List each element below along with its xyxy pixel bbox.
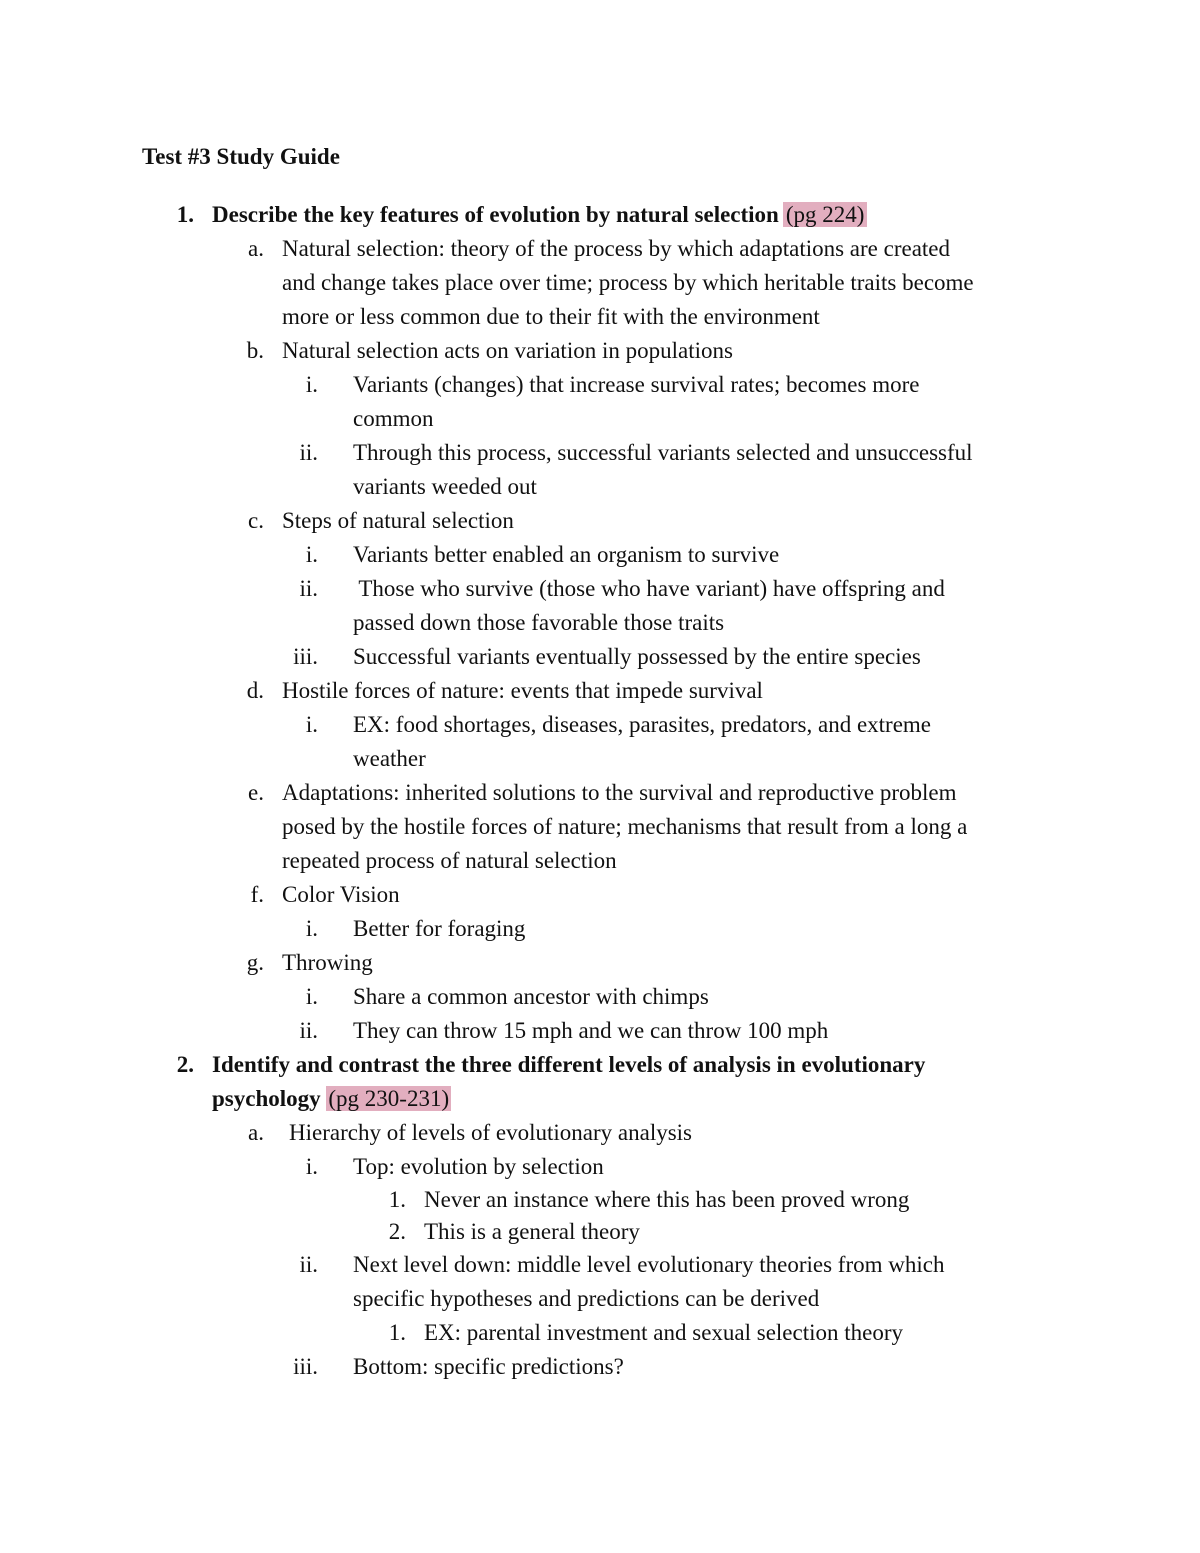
item-marker: f. [250,882,264,907]
item-marker: iii. [293,644,318,669]
question-number: 2. [176,1052,194,1077]
item-marker: i. [305,916,318,941]
item-text: This is a general theory [424,1219,640,1244]
sub-item-continuation [0,742,1200,776]
item-marker: i. [305,984,318,1009]
list-item [0,776,1200,810]
question-heading: psychology [212,1086,321,1111]
item-marker: c. [248,508,264,533]
item-text: weather [353,746,426,771]
item-text: EX: food shortages, diseases, parasites, predators, and extreme [353,712,932,737]
sub-item [0,1150,1200,1184]
item-marker: ii. [299,1018,318,1043]
item-marker: ii. [299,576,318,601]
sub-item-continuation [0,1282,1200,1316]
item-marker: 1. [388,1320,406,1345]
sub-item [0,912,1200,946]
item-marker: d. [246,678,264,703]
item-text: and change takes place over time; process by which heritable traits become [282,270,974,295]
item-text: Better for foraging [353,916,526,941]
item-marker: iii. [293,1354,318,1379]
item-text: Bottom: specific predictions? [353,1354,624,1379]
page-reference-highlight: (pg 224) [783,202,868,227]
sub-item [0,368,1200,402]
item-text: more or less common due to their fit with the environment [282,304,820,329]
item-text: passed down those favorable those traits [353,610,725,635]
sub-item [0,980,1200,1014]
item-text: Successful variants eventually possessed by the entire species [353,644,921,669]
item-marker: 2. [388,1219,406,1244]
question-heading: Describe the key features of evolution by natural selection [212,202,779,227]
sub-item [0,708,1200,742]
question-number: 1. [176,202,194,227]
numbered-item [0,1316,1200,1350]
item-text: Steps of natural selection [282,508,514,533]
item-text: They can throw 15 mph and we can throw 100 mph [353,1018,829,1043]
item-text: variants weeded out [353,474,537,499]
question-1 [0,198,1200,232]
numbered-item [0,1216,1200,1248]
numbered-item [0,1184,1200,1216]
list-item [0,1116,1200,1150]
item-marker: a. [248,236,264,261]
item-text: Through this process, successful variants selected and unsuccessful [353,440,973,465]
sub-item-continuation [0,470,1200,504]
item-text: Next level down: middle level evolutionary theories from which [353,1252,945,1277]
item-text: Natural selection acts on variation in populations [282,338,733,363]
item-text: repeated process of natural selection [282,848,617,873]
item-text: EX: parental investment and sexual selection theory [424,1320,904,1345]
item-marker: b. [246,338,264,363]
question-2 [0,1048,1200,1082]
item-marker: ii. [299,1252,318,1277]
sub-item [0,1248,1200,1282]
list-item-continuation [0,844,1200,878]
sub-item [0,538,1200,572]
sub-item [0,1350,1200,1384]
list-item [0,232,1200,266]
item-text: common [353,406,434,431]
item-marker: 1. [388,1187,406,1212]
item-marker: i. [305,372,318,397]
item-text: Never an instance where this has been proved wrong [424,1187,910,1212]
item-text: Share a common ancestor with chimps [353,984,709,1009]
item-text: Top: evolution by selection [353,1154,604,1179]
item-text: specific hypotheses and predictions can be derived [353,1286,820,1311]
item-marker: i. [305,712,318,737]
list-item [0,674,1200,708]
item-text: Variants (changes) that increase survival rates; becomes more [353,372,920,397]
list-item-continuation [0,300,1200,334]
item-text: posed by the hostile forces of nature; mechanisms that result from a long a [282,814,968,839]
list-item [0,878,1200,912]
sub-item-continuation [0,606,1200,640]
item-text: Throwing [282,950,373,975]
item-marker: e. [248,780,264,805]
item-marker: a. [248,1120,264,1145]
sub-item [0,1014,1200,1048]
sub-item [0,640,1200,674]
list-item [0,946,1200,980]
question-2-continuation [0,1082,1200,1116]
sub-item-continuation [0,402,1200,436]
list-item [0,334,1200,368]
question-heading: Identify and contrast the three different levels of analysis in evolutionary [212,1052,926,1077]
list-item [0,504,1200,538]
item-text: Hostile forces of nature: events that impede survival [282,678,763,703]
item-text: Color Vision [282,882,400,907]
item-marker: ii. [299,440,318,465]
item-text: Adaptations: inherited solutions to the survival and reproductive problem [282,780,957,805]
item-text: Variants better enabled an organism to survive [353,542,780,567]
document-title: Test #3 Study Guide [142,144,340,169]
item-marker: i. [305,1154,318,1179]
list-item-continuation [0,266,1200,300]
sub-item [0,436,1200,470]
item-text: Natural selection: theory of the process by which adaptations are created [282,236,951,261]
outline-list [0,198,1200,1384]
item-marker: i. [305,542,318,567]
item-text: Those who survive (those who have variant) have offspring and [353,576,945,601]
page-reference-highlight: (pg 230-231) [328,1086,450,1111]
list-item-continuation [0,810,1200,844]
item-marker: g. [246,950,264,975]
item-text: Hierarchy of levels of evolutionary analysis [289,1120,693,1145]
sub-item [0,572,1200,606]
